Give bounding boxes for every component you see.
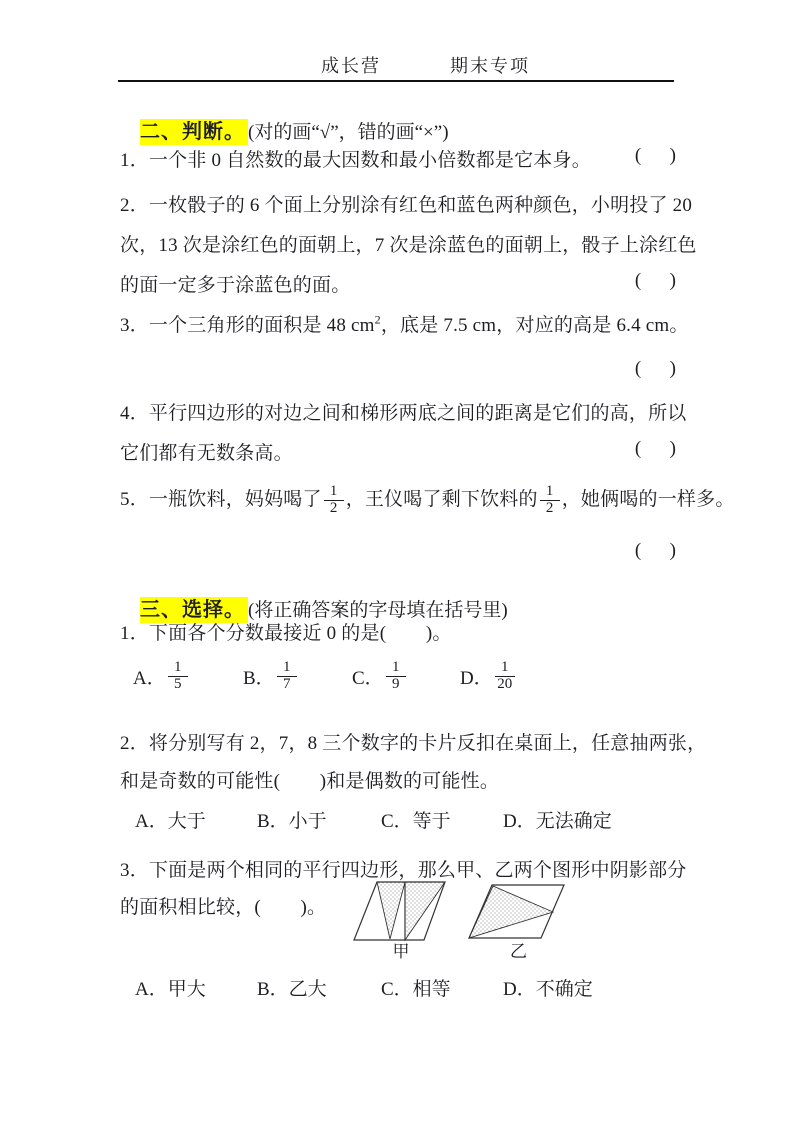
fraction: $\frac{1}{20}$ xyxy=(495,660,515,693)
question-text: 4．平行四边形的对边之间和梯形两底之间的距离是它们的高，所以 xyxy=(120,403,687,424)
question-text: 2．一枚骰子的 6 个面上分别涂有红色和蓝色两种颜色，小明投了 20 xyxy=(120,195,693,216)
judge-question-3 xyxy=(120,310,689,398)
option-c: C．等于 xyxy=(381,811,451,832)
option-b: B． $\frac{1}{7}$ xyxy=(243,660,299,693)
fraction: $\frac{1}{7}$ xyxy=(277,660,297,693)
choice-q1-options xyxy=(120,660,676,706)
question-text: 3．一个三角形的面积是 48 $cm^2$，底是 7.5 cm，对应的高是 6.4 cm。 xyxy=(120,312,689,336)
figure-yi-label: 乙 xyxy=(510,942,527,961)
header-rule xyxy=(118,80,674,82)
fraction: $\frac{1}{5}$ xyxy=(168,660,188,693)
answer-bracket: ( ) xyxy=(634,145,676,166)
choice-q3-options xyxy=(120,974,676,1004)
header-topic: 期末专项 xyxy=(450,56,530,76)
judge-question-1 xyxy=(120,145,676,185)
question-text: 次，13 次是涂红色的面朝上，7 次是涂蓝色的面朝上，骰子上涂红色 xyxy=(120,235,697,256)
fraction: $\frac{1}{2}$ xyxy=(324,484,344,517)
option-c: C． $\frac{1}{9}$ xyxy=(352,660,408,693)
question-text: 和是奇数的可能性( )和是偶数的可能性。 xyxy=(120,771,500,792)
question-text: 3．下面是两个相同的平行四边形，那么甲、乙两个图形中阴影部分 xyxy=(120,860,687,881)
question-text: 5．一瓶饮料，妈妈喝了 $\frac{1}{2}$ ，王仪喝了剩下饮料的 $\frac{1}{2}$ ，她俩喝的一样多。 xyxy=(120,482,735,516)
judge-question-5 xyxy=(120,474,735,580)
choice-note: (将正确答案的字母填在括号里) xyxy=(248,600,508,621)
parallelogram-yi-figure xyxy=(466,880,571,942)
option-a: A．甲大 xyxy=(135,979,206,1000)
option-b: B．小于 xyxy=(257,811,327,832)
header-course: 成长营 xyxy=(321,56,381,76)
judge-note: (对的画“√”，错的画“×”) xyxy=(248,122,449,143)
option-a: A．大于 xyxy=(135,811,206,832)
question-text: 1．一个非 0 自然数的最大因数和最小倍数都是它本身。 xyxy=(120,150,591,171)
question-text: 它们都有无数条高。 xyxy=(120,443,293,464)
question-text: 1．下面各个分数最接近 0 的是( )。 xyxy=(120,623,452,644)
question-text: 2．将分别写有 2，7，8 三个数字的卡片反扣在桌面上，任意抽两张， xyxy=(120,733,707,754)
superscript: 2 xyxy=(374,312,381,327)
option-d: D． $\frac{1}{20}$ xyxy=(460,660,517,693)
parallelogram-jia-figure xyxy=(352,880,450,942)
choice-q3-figures xyxy=(352,880,571,960)
question-text: 的面一定多于涂蓝色的面。 xyxy=(120,275,351,296)
option-c: C．相等 xyxy=(381,979,451,1000)
answer-bracket: ( ) xyxy=(634,540,676,561)
fraction: $\frac{1}{2}$ xyxy=(540,484,560,517)
choice-question-2 xyxy=(120,728,707,804)
answer-bracket: ( ) xyxy=(634,438,676,459)
figure-yi xyxy=(466,880,571,960)
figure-jia-label: 甲 xyxy=(392,942,410,961)
judge-question-2 xyxy=(120,190,697,310)
question-text: 的面积相比较，( )。 xyxy=(120,897,327,918)
figure-jia xyxy=(352,880,450,960)
answer-bracket: ( ) xyxy=(634,358,676,379)
option-a: A． $\frac{1}{5}$ xyxy=(133,660,190,693)
option-d: D．无法确定 xyxy=(503,811,612,832)
choice-question-1 xyxy=(120,618,676,658)
answer-bracket: ( ) xyxy=(634,270,676,291)
fraction: $\frac{1}{9}$ xyxy=(386,660,406,693)
choice-q2-options xyxy=(120,806,676,836)
judge-question-4 xyxy=(120,398,687,478)
choice-title: 三、选择。 xyxy=(140,597,248,623)
option-d: D．不确定 xyxy=(503,979,593,1000)
judge-title: 二、判断。 xyxy=(140,119,248,145)
option-b: B．乙大 xyxy=(257,979,327,1000)
